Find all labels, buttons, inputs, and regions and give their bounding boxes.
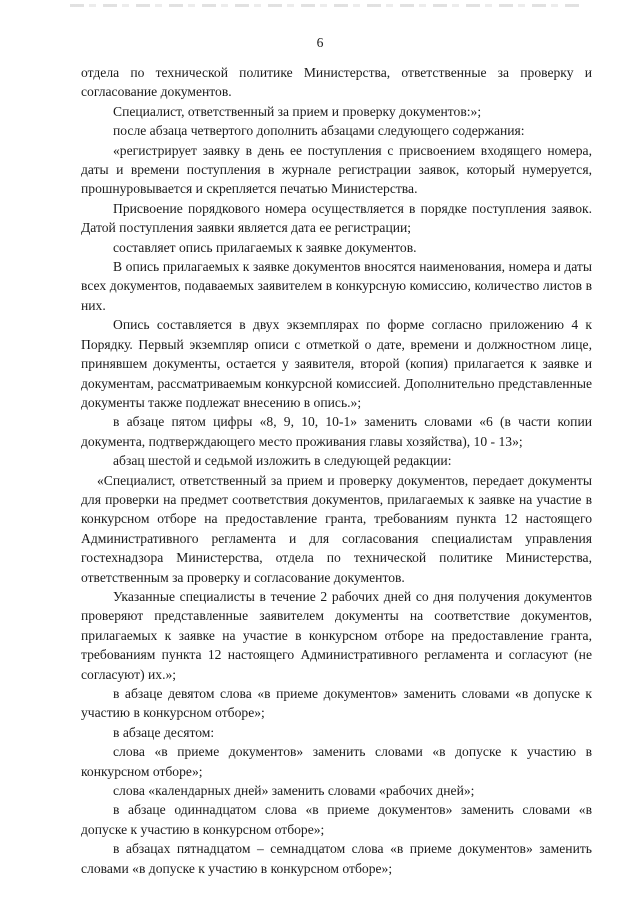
paragraph: в абзацах пятнадцатом – семнадцатом слова «в приеме документов» заменить словами «в допуске к участию в конкурсном отборе»; (81, 841, 592, 876)
paragraph: Опись составляется в двух экземплярах по форме согласно приложению 4 к Порядку. Первый экземпляр описи с отметкой о дате, времени и должностном лице, принявшем документы, остается у заявителя, второй (копия) прилагается к заявке и документам, рассматриваемым конкурсной комиссией. Дополнительно представленные документы также подлежат внесению в опись.»; (81, 317, 592, 410)
paragraph: в абзаце девятом слова «в приеме документов» заменить словами «в допуске к участию в конкурсном отборе»; (81, 686, 592, 721)
paragraph: «Специалист, ответственный за прием и проверку документов, передает документы для проверки на предмет соответствия документов, прилагаемых к заявке на участие в конкурсном отборе на предоставление гранта, требованиям пункта 12 настоящего Административного регламента и для согласования специалистам управления гостехнадзора Министерства, отдела по технической политике Министерства, ответственным за проверку и согласование документов. (81, 472, 592, 585)
paragraph: отдела по технической политике Министерства, ответственные за проверку и согласование документов. (81, 65, 592, 100)
paragraph: в абзаце одиннадцатом слова «в приеме документов» заменить словами «в допуске к участию в конкурсном отборе»; (81, 802, 592, 837)
paragraph: слова «календарных дней» заменить словами «рабочих дней»; (113, 783, 475, 799)
paragraph: в абзаце пятом цифры «8, 9, 10, 10-1» заменить словами «6 (в части копии документа, подтверждающего место проживания главы хозяйства), 10 - 13»; (81, 414, 592, 449)
scan-header-artifact (70, 4, 580, 7)
page-number: 6 (316, 35, 324, 50)
paragraph: составляет опись прилагаемых к заявке документов. (113, 239, 417, 255)
paragraph: В опись прилагаемых к заявке документов вносятся наименования, номера и даты всех документов, подаваемых заявителем в конкурсную комиссию, количество листов в них. (81, 259, 592, 313)
paragraph: «регистрирует заявку в день ее поступления с присвоением входящего номера, даты и времени поступления в журнале регистрации заявок, который нумеруется, прошнуровывается и скрепляется печатью Министерства. (81, 142, 592, 197)
paragraph: Присвоение порядкового номера осуществляется в порядке поступления заявок. Датой поступления заявки является дата ее регистрации; (81, 200, 592, 236)
paragraph: слова «в приеме документов» заменить словами «в допуске к участию в конкурсном отборе»; (81, 744, 592, 779)
paragraph: после абзаца четвертого дополнить абзацами следующего содержания: (113, 123, 525, 139)
paragraph: Указанные специалисты в течение 2 рабочих дней со дня получения документов проверяют представленные заявителем документы на соответствие документов, прилагаемых к заявке на участие в конкурсном отборе на предоставление гранта, требованиям пункта 12 настоящего Административного регламента и согласуют (не согласуют) их.»; (81, 588, 592, 682)
paragraph: абзац шестой и седьмой изложить в следующей редакции: (113, 453, 452, 469)
paragraph: в абзаце десятом: (113, 724, 215, 740)
paragraph: Специалист, ответственный за прием и проверку документов:»; (113, 103, 482, 119)
document-body (81, 63, 592, 878)
